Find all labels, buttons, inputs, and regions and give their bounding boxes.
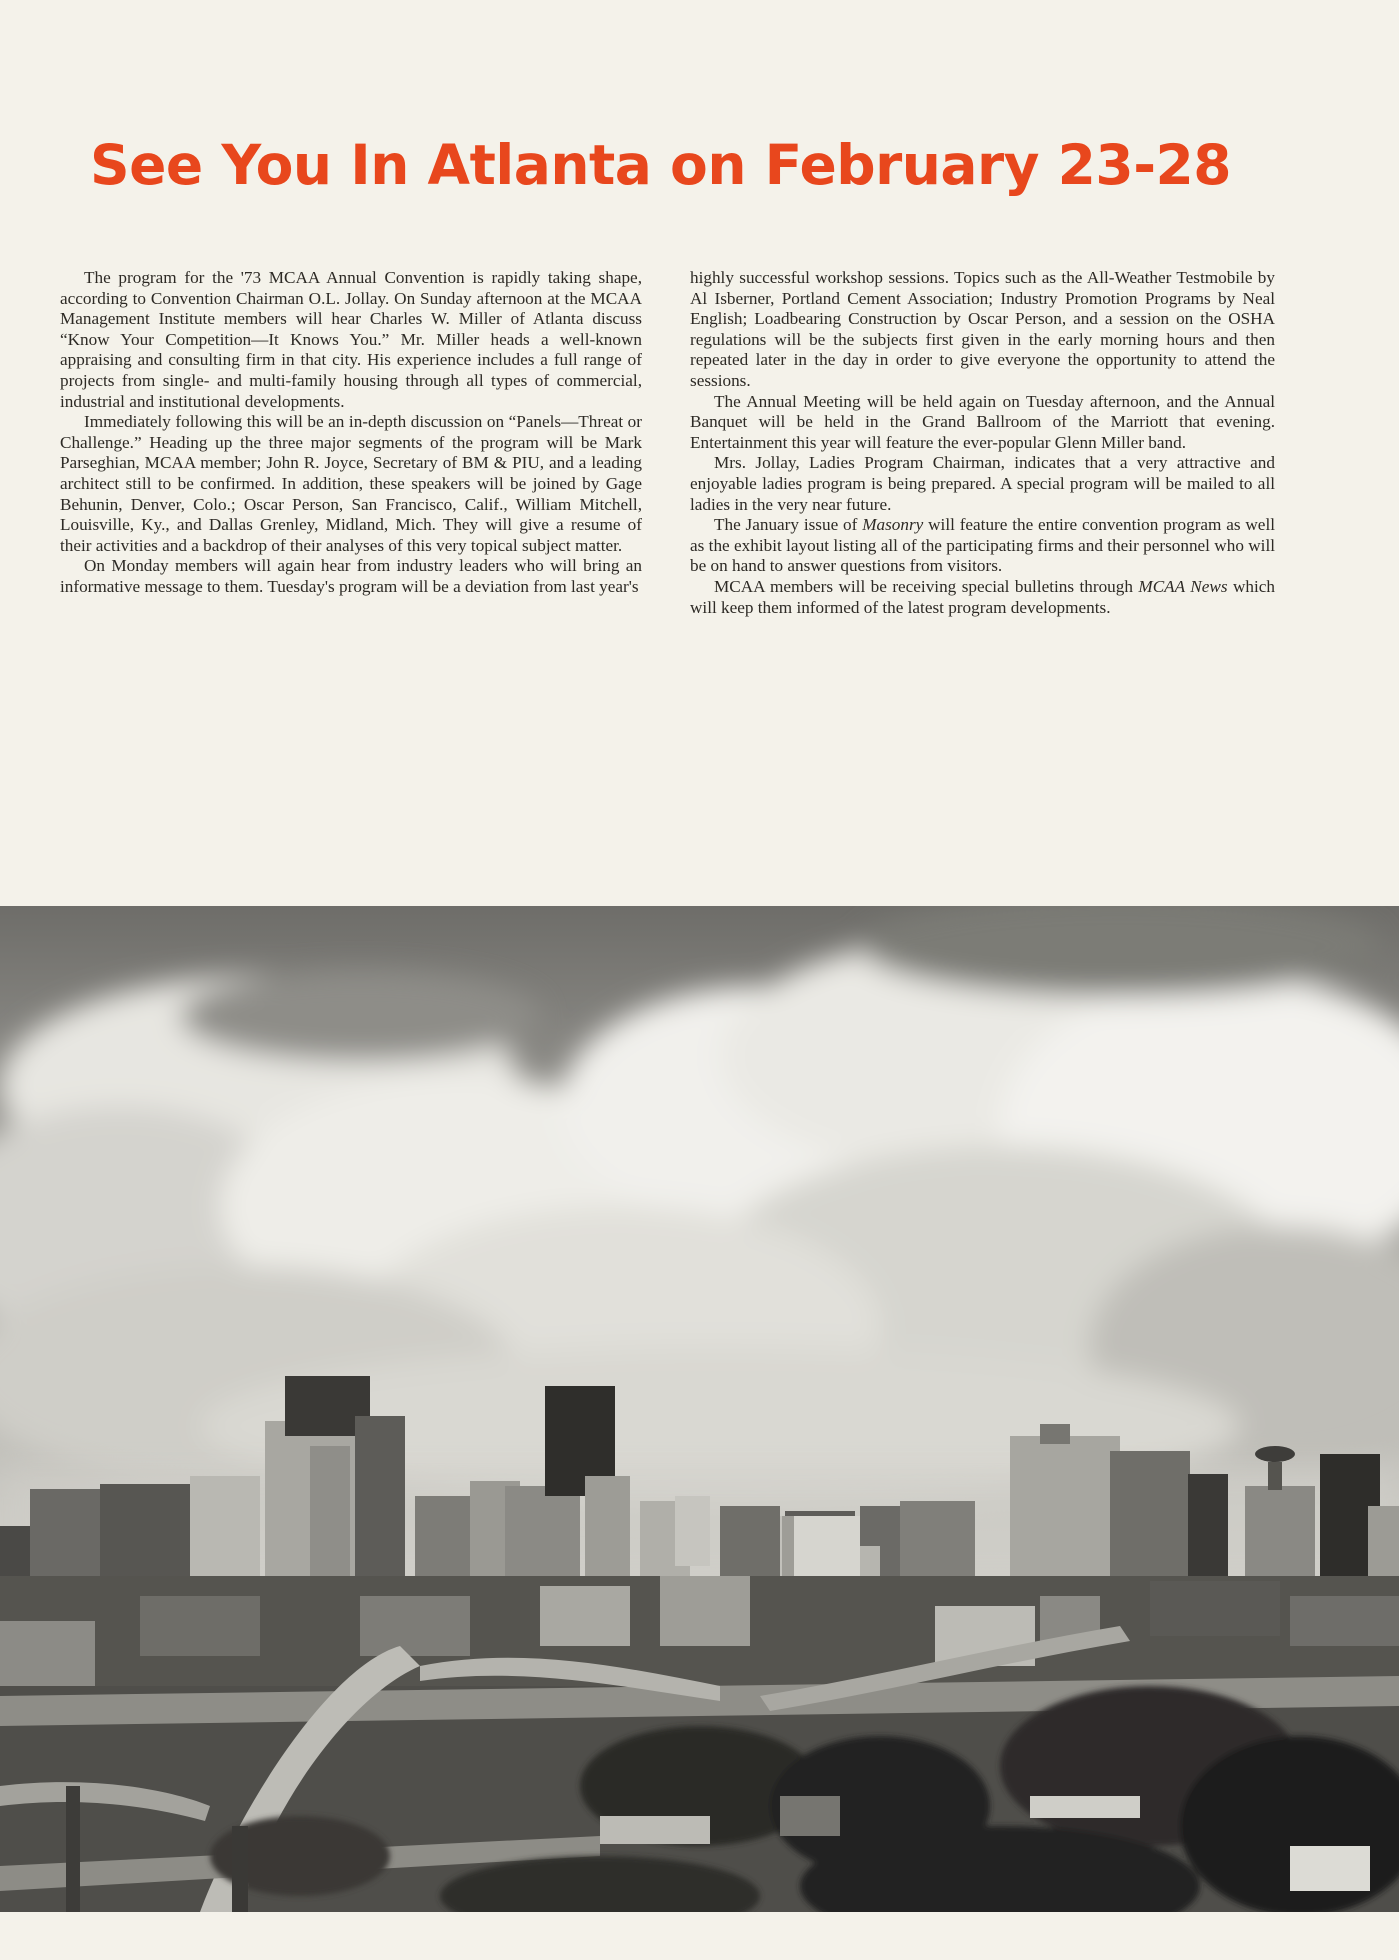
paragraph: [690, 577, 1275, 618]
paragraph: [690, 515, 1275, 577]
clouds: [0, 906, 1399, 1506]
paragraph: The Annual Meeting will be held again on Tuesday afternoon, and the Annual Banquet will be held in the Grand Ballroom of the Marriott that evening. Entertainment this year will feature the ever-popular Glenn Miller band.: [690, 391, 1275, 452]
headline: See You In Atlanta on February 23-28: [90, 133, 1232, 197]
paragraph: On Monday members will again hear from industry leaders who will bring an informative message to them. Tuesday's program will be a deviation from last year's: [60, 556, 642, 596]
publication-title: Masonry: [862, 515, 924, 535]
midground-city: [0, 1576, 1399, 1696]
paragraph: Mrs. Jollay, Ladies Program Chairman, indicates that a very attractive and enjoyable ladies program is being prepared. A special program will be mailed to all ladies in the very near future.: [690, 453, 1275, 514]
text-run: The January issue of: [714, 515, 863, 535]
paragraph: Immediately following this will be an in-depth discussion on “Panels—Threat or Challenge.” Heading up the three major segments of the program will be Mark Parseghian, MCAA member; John R. Joyce, Secretary of BM & PIU, and a leading architect still to be confirmed. In addition, these speakers will be joined by Gage Behunin, Denver, Colo.; Oscar Person, San Francisco, Calif., William Mitchell, Louisville, Ky., and Dallas Grenley, Midland, Mich. They will give a resume of their activities and a backdrop of their analyses of this very topical subject matter.: [60, 412, 642, 555]
text-run: which will keep them informed of the latest program developments.: [690, 576, 1275, 617]
atlanta-skyline-photo: [0, 906, 1399, 1912]
article-right-column: [690, 268, 1275, 618]
text-run: will feature the entire convention program as well as the exhibit layout listing all of the participating firms and their personnel who will be on hand to answer questions from visitors.: [690, 515, 1275, 576]
article-left-column: [60, 268, 642, 598]
paragraph-continued: highly successful workshop sessions. Topics such as the All-Weather Testmobile by Al Isberner, Portland Cement Association; Industry Promotion Programs by Neal English; Loadbearing Construction by Oscar Person, and a session on the OSHA regulations will be the subjects first given in the early morning hours and then repeated later in the day in order to give everyone the opportunity to attend the sessions.: [690, 268, 1275, 390]
paragraph: The program for the '73 MCAA Annual Convention is rapidly taking shape, according to Convention Chairman O.L. Jollay. On Sunday afternoon at the MCAA Management Institute members will hear Charles W. Miller of Atlanta discuss “Know Your Competition—It Knows You.” Mr. Miller heads a well-known appraising and consulting firm in that city. His experience includes a full range of projects from single- and multi-family housing through all types of commercial, industrial and institutional developments.: [60, 268, 642, 411]
text-run: MCAA members will be receiving special bulletins through: [714, 576, 1139, 596]
publication-title: MCAA News: [1138, 576, 1228, 596]
